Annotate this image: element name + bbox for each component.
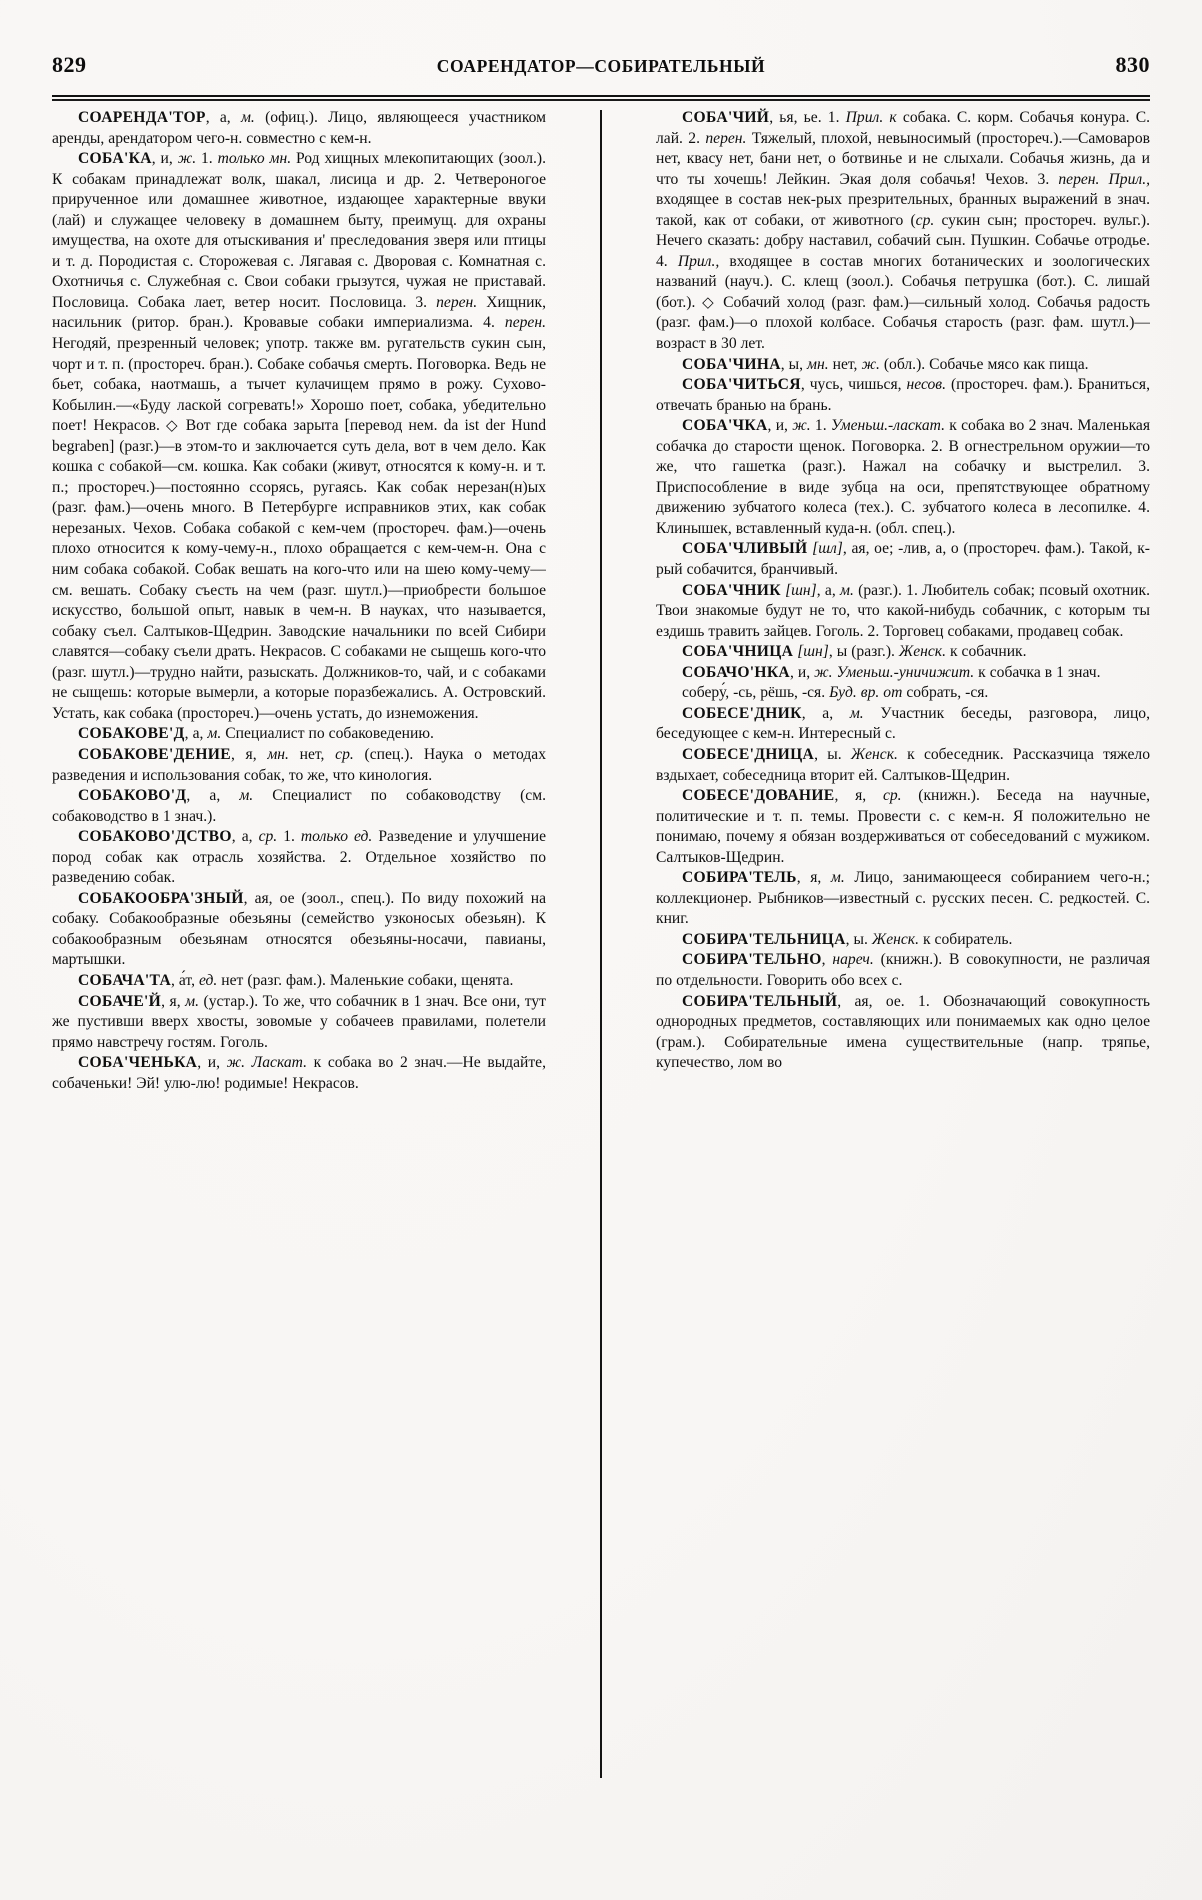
rule-line-thin xyxy=(52,99,1150,101)
entry-headword: СОБАЧЕ'Й xyxy=(78,992,162,1010)
entry-headword: СОБАКОВО'Д xyxy=(78,787,187,805)
dictionary-entry xyxy=(656,108,1150,355)
dictionary-entry xyxy=(52,1053,546,1094)
entry-definition: , и, ж. 1. Уменьш.-ласкат. к собака во 2 знач. Маленькая собачка до старости щенок. Поговорка. 2. В огнестрельном оружии—то же, что гашетка (разг.). Нажал на собачку и выстрелил. 3. Приспособление в виде зубца на оси, препятствующее обратному движению зубчатого колеса (тех.). С. зубчатого колеса в лесопилке. 4. Клинышек, вставленный куда-н. (обл. спец.). xyxy=(656,417,1150,537)
entry-definition: , ы. Женск. к собеседник. Рассказчица тяжело вздыхает, собеседница вторит ей. Салтыков-Щедрин. xyxy=(656,745,1150,784)
entry-headword: СОБАКОВО'ДСТВО xyxy=(78,828,232,846)
text-columns xyxy=(52,108,1150,1780)
entry-definition: соберу́, -сь, рёшь, -ся. Буд. вр. от собрать, -ся. xyxy=(682,684,989,702)
entry-pronunciation-note: [шн] xyxy=(797,643,829,661)
entry-headword: СОБИРА'ТЕЛЬ xyxy=(682,869,797,887)
entry-definition: , и, ж. Уменьш.-уничижит. к собачка в 1 знач. xyxy=(790,663,1101,681)
dictionary-entry xyxy=(656,416,1150,539)
dictionary-entry xyxy=(52,889,546,971)
dictionary-entry xyxy=(656,992,1150,1074)
header-double-rule xyxy=(52,95,1150,101)
entry-definition: , чусь, чишься, несов. (простореч. фам.). Браниться, отвечать бранью на брань. xyxy=(656,376,1150,414)
entry-headword: СОАРЕНДА'ТОР xyxy=(78,109,206,126)
dictionary-entry xyxy=(656,683,1150,704)
dictionary-entry xyxy=(52,992,546,1054)
rule-line-thick xyxy=(52,95,1150,97)
entry-headword: СОБИРА'ТЕЛЬНЫЙ xyxy=(682,992,838,1010)
dictionary-entry xyxy=(656,868,1150,930)
entry-headword: СОБА'ЧИНА xyxy=(682,355,781,373)
entry-headword: СОБАЧО'НКА xyxy=(682,663,790,681)
page-number-left: 829 xyxy=(52,52,87,77)
dictionary-entry xyxy=(656,355,1150,376)
dictionary-entry xyxy=(52,108,546,149)
entry-definition: , ая, ое (зоол., спец.). По виду похожий на собаку. Собакообразные обезьяны (семейство узконосых обезьян). К собакообразным обезьянам относятся обезьяны-носачи, павианы, мартышки. xyxy=(52,889,546,969)
entry-headword: СОБАЧА'ТА xyxy=(78,971,172,989)
entry-definition: , и, ж. 1. только мн. Род хищных млекопитающих (зоол.). К собакам принадлежат волк, шакал, лисица и др. 2. Четвероногое прирученное или домашнее животное, издающее характерные ввуки (лай) и служащее человеку в домашнем быту, преимущ. для охраны имущества, на охоте для отыскивания и' преследования зверя или птицы и т. д. Породистая с. Сторожевая с. Лягавая с. Дворовая с. Комнатная с. Охотничья с. Служебная с. Свои собаки грызутся, чужая не приставай. Пословица. Собака лает, ветер носит. Пословица. 3. перен. Хищник, насильник (ритор. бран.). Кровавые собаки империализма. 4. перен. Негодяй, презренный человек; употр. также вм. ругательств сукин сын, чорт и т. п. (простореч. бран.). Собаке собачья смерть. Поговорка. Ведь не бьет, собака, наотмашь, а тычет кулачищем прямо в рожу. Сухово-Кобылин.—«Буду лаской согревать!» Хорошо поет, собака, убедительно поет! Некрасов. ◇ Вот где собака зарыта [перевод нем. da ist der Hund begraben] (разг.)—в этом-то и заключается суть дела, вот в чем дело. Как кошка с собакой—см. кошка. Как собаки (живут, относятся к кому-н. и т. п.; простореч.)—постоянно ссорясь, ругаясь. Как собак нерезан(н)ых (разг. фам.)—очень много. В Петербурге исправников этих, как собак нерезаных. Чехов. Собака собакой с кем-чем (простореч. фам.)—очень плохо относится к кому-чему-н., плохо обращается с кем-чем-н. Она с ним собака собакой. Собак вешать на кого-что или на шею кому-чему—см. вешать. Собаку съесть на чем (разг. шутл.)—приобрести большое искусство, большой опыт, навык в чем-н. В науках, что называется, собаку съел. Салтыков-Щедрин. Заводские начальники по всей Сибири славятся—собаку съели драть. Некрасов. С собаками не сыщешь кого-что (разг. шутл.)—трудно найти, разыскать. Должников-то, чай, и с собаками не сыщешь: которые вымерли, а которые поразбежались. А. Островский. Устать, как собака (простореч.)—очень устать, до изнеможения. xyxy=(52,150,546,722)
entry-headword: СОБИРА'ТЕЛЬНИЦА xyxy=(682,930,846,948)
entry-definition: , ая, ое; -лив, а, о (простореч. фам.). Такой, к-рый собачится, бранчивый. xyxy=(656,540,1150,579)
entry-definition: , ая, ое. 1. Обозначающий совокупность однородных предметов, составляющих или понимаемых как одно целое (грам.). Собирательные имена существительные (напр. тряпье, купечество, лом во xyxy=(656,992,1150,1072)
page-number-right: 830 xyxy=(1115,52,1150,77)
entry-headword: СОБА'ЧКА xyxy=(682,417,768,435)
phraseology-marker: ◇ xyxy=(165,418,180,435)
running-title: СОАРЕНДАТОР—СОБИРАТЕЛЬНЫЙ xyxy=(436,56,766,76)
entry-definition: , а, м. (офиц.). Лицо, являющееся участником аренды, арендатором чего-н. совместно с кем-н. xyxy=(52,109,546,147)
dictionary-entry xyxy=(656,663,1150,684)
dictionary-entry xyxy=(656,950,1150,991)
entry-definition: , ы. Женск. к собиратель. xyxy=(845,930,1013,948)
entry-headword: СОБА'ЧЕНЬКА xyxy=(78,1054,198,1072)
entry-headword: СОБА'ЧИТЬСЯ xyxy=(682,376,801,394)
dictionary-entry xyxy=(656,930,1150,951)
dictionary-entry xyxy=(52,786,546,827)
dictionary-entry xyxy=(656,745,1150,786)
dictionary-entry xyxy=(52,827,546,889)
entry-headword: СОБАКОВЕ'ДЕНИЕ xyxy=(78,745,231,763)
dictionary-entry xyxy=(656,642,1150,663)
dictionary-entry xyxy=(52,149,546,724)
entry-headword: СОБА'ЧНИЦА xyxy=(682,643,794,661)
entry-definition: , я, ср. (книжн.). Беседа на научные, политические и т. п. темы. Провести с. с кем-н. Я положительно не понимаю, почему я обязан воздерживаться от собеседований с мужиком. Салтыков-Щедрин. xyxy=(656,787,1150,866)
entry-definition: , а, ср. 1. только ед. Разведение и улучшение пород собак как отрасль хозяйства. 2. Отдельное хозяйство по разведению собак. xyxy=(52,828,546,887)
entry-definition: , и, ж. Ласкат. к собака во 2 знач.—Не выдайте, собаченьки! Эй! улю-лю! родимые! Некрасов. xyxy=(52,1054,546,1092)
dictionary-entry xyxy=(52,971,546,992)
entry-definition: , я, м. (устар.). То же, что собачник в 1 знач. Все они, тут же пустивши вверх хвосты, зовомые у собачеев правилами, полетели прямо навстречу гостям. Гоголь. xyxy=(52,992,546,1051)
entry-pronunciation-note: [шл] xyxy=(812,540,843,558)
entry-definition: , я, м. Лицо, занимающееся собиранием чего-н.; коллекционер. Рыбников—известный с. русских песен. С. редкостей. С. книг. xyxy=(656,869,1150,928)
dictionary-entry xyxy=(52,724,546,745)
entry-headword: СОБАКООБРА'ЗНЫЙ xyxy=(78,889,244,907)
entry-headword: СОБЕСЕ'ДОВАНИЕ xyxy=(682,787,835,805)
column-left xyxy=(52,108,546,1780)
entry-definition: , а, м. Участник беседы, разговора, лицо, беседующее с кем-н. Интересный с. xyxy=(656,704,1150,743)
running-head xyxy=(52,52,1150,86)
column-divider-rule xyxy=(600,110,602,1778)
entry-headword: СОБА'ЧИЙ xyxy=(682,109,770,126)
entry-definition: , я, мн. нет, ср. (спец.). Наука о методах разведения и использования собак, то же, что кинология. xyxy=(52,745,546,784)
entry-definition: , нареч. (книжн.). В совокупности, не различая по отдельности. Говорить обо всех с. xyxy=(656,951,1150,989)
dictionary-entry xyxy=(656,581,1150,643)
entry-definition: , а, м. (разг.). 1. Любитель собак; псовый охотник. Твои знакомые будут не то, что какой-нибудь собачник, с которым ты ездишь травить зайцев. Гоголь. 2. Торговец собаками, продавец собак. xyxy=(656,581,1150,640)
dictionary-entry xyxy=(656,704,1150,745)
entry-headword: СОБИРА'ТЕЛЬНО xyxy=(682,951,822,969)
entry-headword: СОБА'КА xyxy=(78,150,152,168)
entry-pronunciation-note: [шн] xyxy=(785,581,817,599)
entry-definition: , ы (разг.). Женск. к собачник. xyxy=(828,643,1027,661)
entry-headword: СОБА'ЧЛИВЫЙ xyxy=(682,540,808,558)
entry-definition: , ья, ье. 1. Прил. к собака. С. корм. Собачья конура. С. лай. 2. перен. Тяжелый, плохой, невыносимый (простореч.).—Самоваров нет, квасу нет, бани нет, о ботвинье и не слыхали. Собачья жизнь, да и что ты хочешь! Лейкин. Экая доля собачья! Чехов. 3. перен. Прил., входящее в состав нек-рых презрительных, бранных выражений в знач. такой, как от собаки, от животного (ср. сукин сын; простореч. вульг.). Нечего сказать: добру наставил, собачий сын. Пушкин. Собачье отродье. 4. Прил., входящее в состав многих ботанических и зоологических названий (науч.). С. клещ (зоол.). Собачья петрушка (бот.). С. лишай (бот.). ◇ Собачий холод (разг. фам.)—сильный холод. Собачья радость (разг. фам.)—о плохой колбасе. Собачья старость (разг. фам. шутл.)—возраст в 30 лет. xyxy=(656,109,1150,353)
entry-definition: , а, м. Специалист по собаководству (см. собаководство в 1 знач.). xyxy=(52,787,546,825)
entry-headword: СОБЕСЕ'ДНИЦА xyxy=(682,745,815,763)
entry-headword: СОБАКОВЕ'Д xyxy=(78,725,185,743)
dictionary-entry xyxy=(656,539,1150,580)
entry-definition: , а, м. Специалист по собаковедению. xyxy=(184,725,434,743)
dictionary-entry xyxy=(656,375,1150,416)
entry-definition: , ы, мн. нет, ж. (обл.). Собачье мясо как пища. xyxy=(780,355,1089,373)
entry-headword: СОБЕСЕ'ДНИК xyxy=(682,704,802,722)
entry-definition: , а́т, ед. нет (разг. фам.). Маленькие собаки, щенята. xyxy=(171,971,514,989)
entry-headword: СОБА'ЧНИК xyxy=(682,581,781,599)
dictionary-entry xyxy=(656,786,1150,868)
dictionary-entry xyxy=(52,745,546,786)
phraseology-marker: ◇ xyxy=(702,294,717,311)
column-right xyxy=(656,108,1150,1780)
